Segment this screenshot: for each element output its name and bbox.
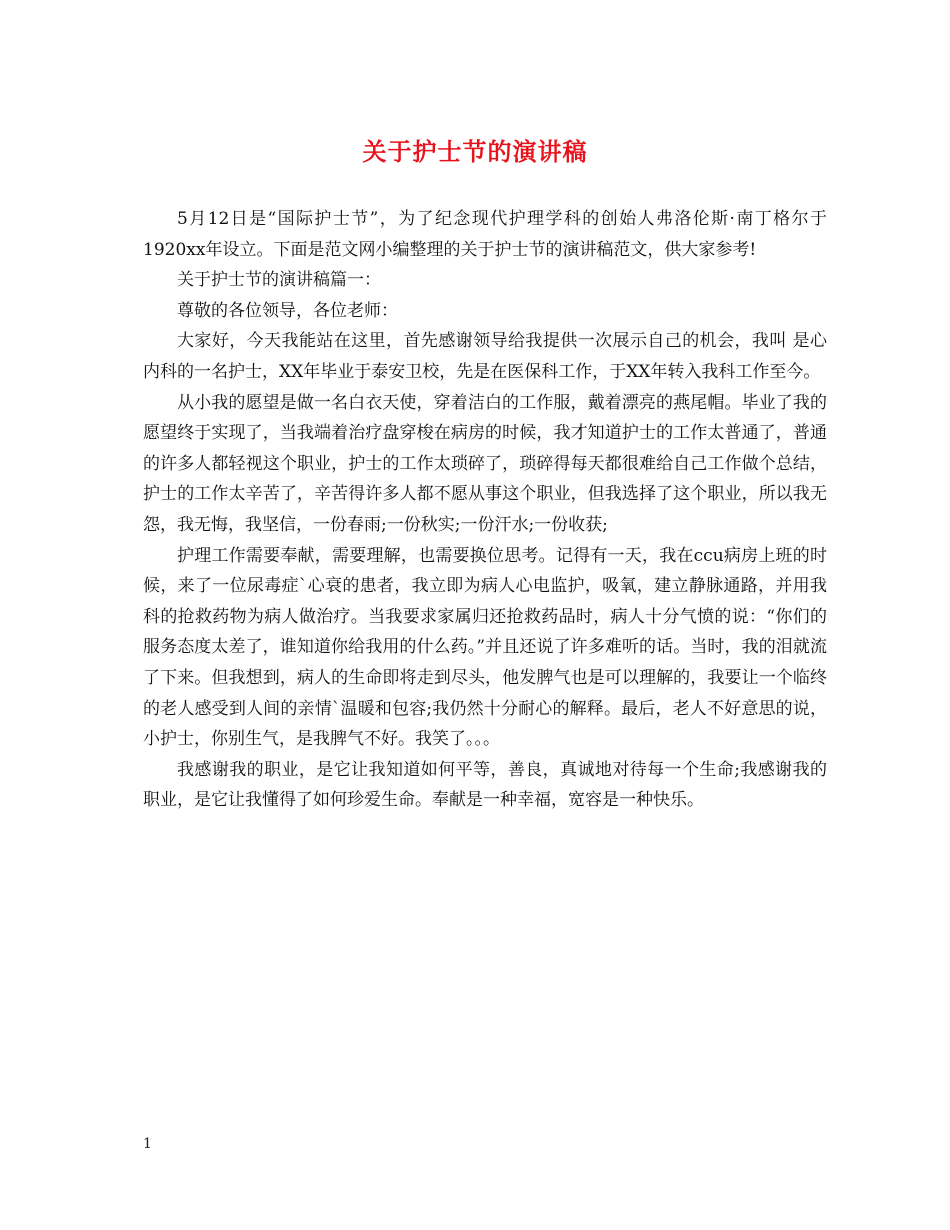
paragraph-greeting: 大家好，今天我能站在这里，首先感谢领导给我提供一次展示自己的机会，我叫 是心内科的一名护士，XX年毕业于泰安卫校，先是在医保科工作，于XX年转入我科工作至今。 xyxy=(143,331,827,382)
document-body xyxy=(143,204,827,816)
paragraph-gratitude: 我感谢我的职业，是它让我知道如何平等，善良，真诚地对待每一个生命;我感谢我的职业，是它让我懂得了如何珍爱生命。奉献是一种幸福，宽容是一种快乐。 xyxy=(143,759,827,811)
paragraph-section-heading: 关于护士节的演讲稿篇一： xyxy=(177,270,381,291)
paragraph-dream: 从小我的愿望是做一名白衣天使，穿着洁白的工作服，戴着漂亮的燕尾帽。毕业了我的愿望终于实现了，当我端着治疗盘穿梭在病房的时候，我才知道护士的工作太普通了，普通的许多人都轻视这个职业，护士的工作太琐碎了，琐碎得每天都很难给自己工作做个总结，护士的工作太辛苦了，辛苦得许多人都不愿从事这个职业，但我选择了这个职业，所以我无怨，我无悔，我坚信，一份春雨;一份秋实;一份汗水;一份收获; xyxy=(143,392,827,535)
paragraph-salutation: 尊敬的各位领导，各位老师： xyxy=(177,300,398,321)
paragraph-intro: 5月12日是“国际护士节”，为了纪念现代护理学科的创始人弗洛伦斯·南丁格尔于1920xx年设立。下面是范文网小编整理的关于护士节的演讲稿范文，供大家参考! xyxy=(143,209,827,260)
page-number: 1 xyxy=(143,1136,152,1152)
paragraph-story: 护理工作需要奉献，需要理解，也需要换位思考。记得有一天，我在ccu病房上班的时候，来了一位尿毒症`心衰的患者，我立即为病人心电监护，吸氧，建立静脉通路，并用我科的抢救药物为病人做治疗。当我要求家属归还抢救药品时，病人十分气愤的说：“你们的服务态度太差了，谁知道你给我用的什么药。”并且还说了许多难听的话。当时，我的泪就流了下来。但我想到，病人的生命即将走到尽头，他发脾气也是可以理解的，我要让一个临终的老人感受到人间的亲情`温暖和包容;我仍然十分耐心的解释。最后，老人不好意思的说，小护士，你别生气，是我脾气不好。我笑了。。。 xyxy=(143,545,827,750)
document-title: 关于护士节的演讲稿 xyxy=(362,137,588,166)
